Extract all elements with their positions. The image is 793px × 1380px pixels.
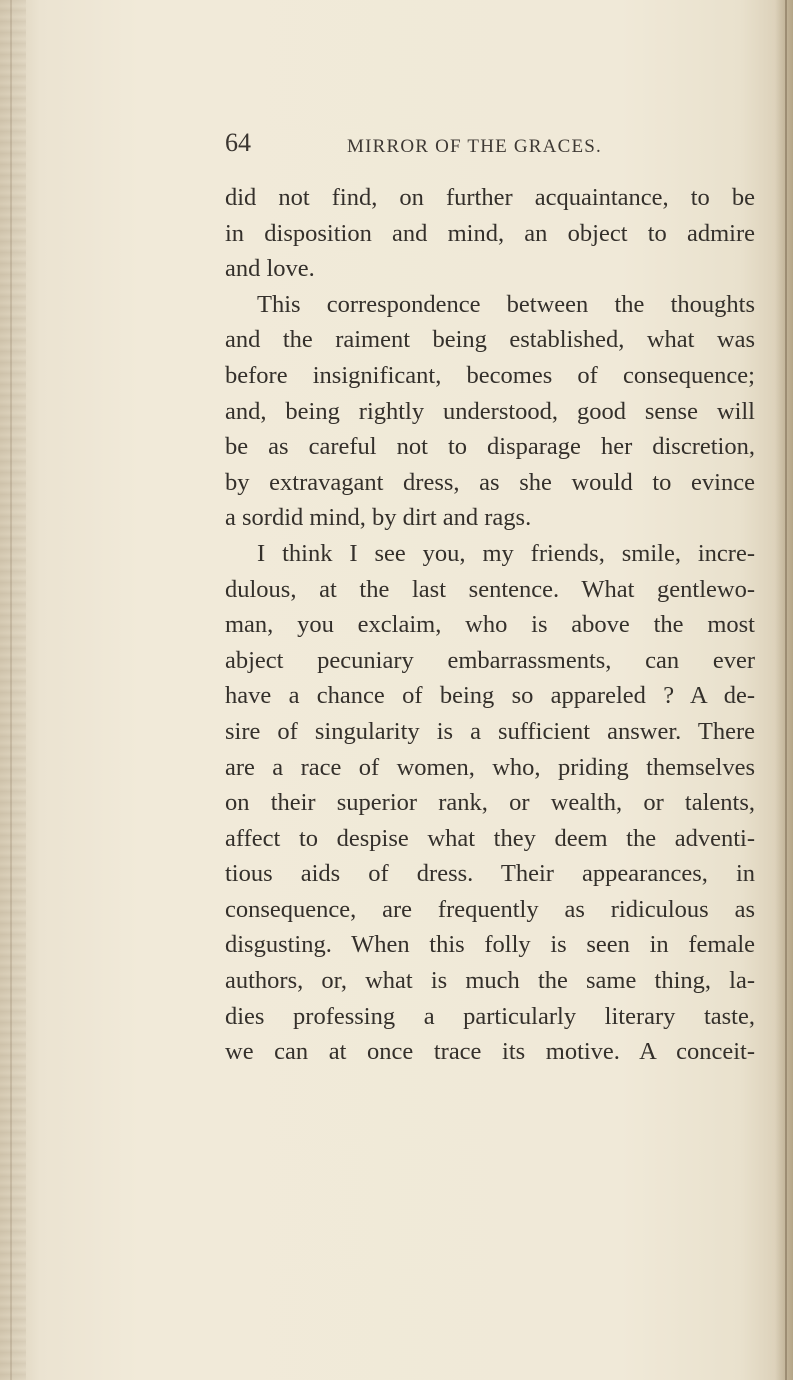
text-line: and the raiment being established, what was — [225, 326, 755, 354]
page-edge — [785, 0, 787, 1380]
text-line: affect to despise what they deem the adventi- — [225, 824, 755, 852]
text-line: dies professing a particularly literary taste, — [225, 1002, 755, 1030]
running-head: MIRROR OF THE GRACES. — [347, 136, 602, 157]
text-line: have a chance of being so appareled ? A de- — [225, 682, 755, 710]
text-line: dulous, at the last sentence. What gentlewo- — [225, 575, 755, 603]
text-line: and love. — [225, 255, 315, 283]
text-line: consequence, are frequently as ridiculous as — [225, 895, 755, 923]
text-line: authors, or, what is much the same thing, la- — [225, 967, 755, 995]
text-line: did not find, on further acquaintance, to be — [225, 184, 755, 211]
text-line: man, you exclaim, who is above the most — [225, 611, 755, 639]
text-line: a sordid mind, by dirt and rags. — [225, 504, 532, 532]
text-line: are a race of women, who, priding themselves — [225, 753, 755, 781]
body-text — [225, 180, 755, 1070]
text-line: be as careful not to disparage her discretion, — [225, 433, 755, 461]
text-line: we can at once trace its motive. A conceit- — [225, 1038, 755, 1066]
page-header — [225, 128, 755, 168]
binding-gutter — [0, 0, 26, 1380]
text-line: disgusting. When this folly is seen in female — [225, 931, 755, 959]
text-line: tious aids of dress. Their appearances, in — [225, 860, 755, 888]
text-line: before insignificant, becomes of consequence; — [225, 361, 755, 389]
text-line: and, being rightly understood, good sense will — [225, 397, 755, 425]
text-line: abject pecuniary embarrassments, can ever — [225, 646, 755, 674]
text-line: in disposition and mind, an object to admire — [225, 219, 755, 247]
page-number: 64 — [225, 128, 251, 157]
text-line: This correspondence between the thoughts — [257, 290, 755, 318]
binding-crease — [10, 0, 12, 1380]
text-line: sire of singularity is a sufficient answer. There — [225, 717, 755, 745]
page-edge-shadow — [775, 0, 793, 1380]
text-line: by extravagant dress, as she would to evince — [225, 468, 755, 496]
text-line: on their superior rank, or wealth, or talents, — [225, 789, 755, 817]
text-line: I think I see you, my friends, smile, incre- — [257, 539, 755, 567]
